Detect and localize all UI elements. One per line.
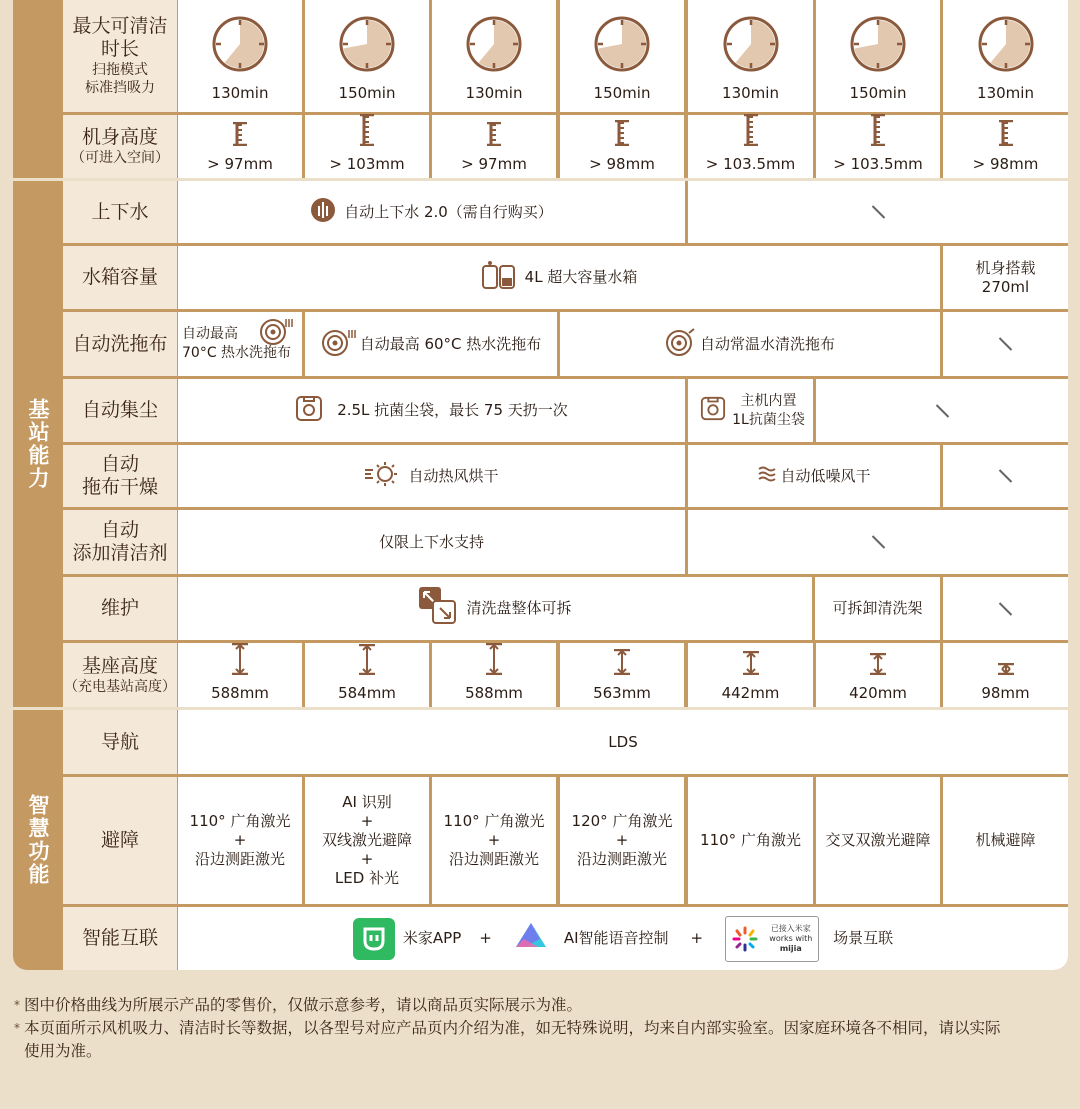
body-height-sublabel: （可进入空间） [71,150,169,166]
body-height-value: > 103mm [329,155,405,173]
body-height-cell [560,115,684,178]
body-height-value: > 98mm [972,155,1039,173]
section-title-smart: 智慧功能 [26,794,50,886]
detergent-main-text: 仅限上下水支持 [378,532,484,551]
base-height-cell [305,643,429,707]
base-height-cell [178,643,302,707]
footnote-text: 本页面所示风机吸力、清洁时长等数据，以各型号对应产品页内介绍为准，如无特殊说明，均来自内部实验室。因家庭环境各不相同，请以实际使用为准。 [24,1019,1001,1060]
row-label-water [63,181,177,243]
row-label-nav [63,710,177,774]
not-supported-icon [871,535,884,548]
ruler-icon [230,122,250,151]
works-line3: mijia [779,943,802,953]
dust-main-text: 2.5L 抗菌尘袋，最长 75 天扔一次 [337,401,568,419]
hot-mop-icon [321,327,357,362]
height-arrow-icon [741,651,761,680]
mop-wash-c3 [560,312,940,376]
mijia-app-text: 米家APP [402,929,462,947]
plus-sign: + [479,929,492,947]
base-height-sublabel: （充电基站高度） [64,678,176,695]
clean-time-label: 最大可清洁时长 [72,15,168,60]
row-label-obstacle [63,777,177,904]
scene-text: 场景互联 [833,929,894,947]
mop-wash-c1 [178,312,302,376]
base-height-cell [943,643,1068,707]
clean-time-cell [432,0,556,112]
height-arrow-icon [996,661,1016,680]
height-arrow-icon [230,643,250,680]
row-label-base-height [63,643,177,707]
base-height-value: 420mm [849,684,907,702]
height-arrow-icon [357,644,377,680]
nav-value-cell [178,710,1068,774]
obstacle-value: 机械避障 [975,831,1036,849]
not-supported-icon [871,205,884,218]
obstacle-cell [178,777,302,904]
obstacle-cell [816,777,940,904]
base-height-label: 基座高度 [81,654,158,677]
clock-icon [723,16,779,72]
dust-none [816,379,1068,442]
dry-low-cell [688,445,940,507]
mop-icon [665,327,697,362]
body-height-value: > 98mm [589,155,655,173]
base-height-cell [432,643,556,707]
detergent-main-cell [178,510,685,574]
row-label-tank [63,246,177,309]
clean-time-value: 130min [722,83,779,102]
footnote-mark: * [14,1021,20,1035]
base-height-value: 588mm [465,684,523,702]
dry-none [943,445,1068,507]
body-height-cell [178,115,302,178]
base-height-value: 584mm [338,684,396,702]
ruler-icon [357,114,377,151]
dust-label: 自动集尘 [81,399,158,421]
clean-time-cell [816,0,940,112]
row-label-iot [63,907,177,970]
row-label-mop-wash [63,312,177,376]
base-height-value: 588mm [211,684,269,702]
maint-label: 维护 [100,597,139,619]
water-drop-icon [310,197,336,228]
water-none-cell [688,181,1068,243]
obstacle-value: 110° 广角激光 [700,831,801,849]
section-title-station: 基站能力 [26,398,50,490]
obstacle-value: 交叉双激光避障 [825,831,931,849]
not-supported-icon [999,337,1012,350]
iot-cell [178,907,1068,970]
tank-main-text: 4L 超大容量水箱 [524,268,638,286]
height-arrow-icon [868,653,888,680]
clean-time-value: 130min [465,83,523,102]
clock-icon [339,16,395,72]
mop-wash-none [943,312,1068,376]
nav-value-text: LDS [608,732,638,751]
body-height-value: > 97mm [207,155,273,173]
obstacle-cell [560,777,684,904]
water-auto-cell [178,181,685,243]
dust-c5-text: 主机内置 1L抗菌尘袋 [732,392,805,428]
clean-time-cell [688,0,813,112]
mop-wash-c1-text: 自动最高 70°C 热水洗拖布 [182,326,292,361]
base-height-cell [688,643,813,707]
maint-main-cell [178,577,812,640]
body-height-cell [688,115,813,178]
clean-time-cell [560,0,684,112]
dry-label: 自动 拖布干燥 [81,453,158,498]
tank-last-cell [943,246,1068,309]
footnote-1 [14,994,1044,1017]
detergent-label: 自动 添加清洁剂 [72,519,168,564]
clean-time-cell [943,0,1068,112]
not-supported-icon [999,602,1012,615]
dry-low-text: 自动低噪风干 [780,466,871,485]
base-height-value: 442mm [721,684,780,702]
base-height-value: 563mm [593,684,651,702]
clean-time-value: 130min [211,83,269,102]
tank-label: 水箱容量 [81,266,158,288]
works-line1: 已接入米家 [770,923,811,933]
base-height-cell [816,643,940,707]
obstacle-value: 110° 广角激光 + 沿边测距激光 [443,812,545,868]
body-height-label: 机身高度 [81,126,158,148]
body-height-cell [943,115,1068,178]
clean-time-value: 130min [977,83,1034,102]
row-label-body-height [63,115,177,178]
clean-time-value: 150min [849,83,907,102]
footnote-mark: * [14,998,20,1012]
mijia-logo-icon [732,926,758,952]
row-label-dry [63,445,177,507]
clock-icon [212,16,268,72]
row-label-detergent [63,510,177,574]
dry-main-text: 自动热风烘干 [408,466,499,485]
obstacle-label: 避障 [100,829,139,851]
ai-voice-text: AI智能语音控制 [563,929,669,947]
mop-wash-c3-text: 自动常温水清洗拖布 [699,334,835,353]
body-height-value: > 97mm [461,155,527,173]
clock-icon [466,16,522,72]
body-height-cell [305,115,429,178]
ruler-icon [741,114,761,151]
clean-time-cell [305,0,429,112]
maint-none [943,577,1068,640]
body-height-cell [816,115,940,178]
obstacle-value: 120° 广角激光 + 沿边测距激光 [571,812,673,868]
mop-wash-label: 自动洗拖布 [72,332,168,355]
clean-time-value: 150min [338,83,396,102]
detach-icon [418,586,458,631]
obstacle-cell [432,777,556,904]
clean-time-value: 150min [593,83,651,102]
ruler-icon [996,120,1016,151]
clock-icon [978,16,1034,72]
ruler-icon [612,120,632,151]
row-label-dust [63,379,177,442]
ruler-icon [484,122,504,151]
mop-wash-c2 [305,312,557,376]
maint-c6-cell [815,577,940,640]
works-line2: works with [769,933,813,943]
body-height-cell [432,115,556,178]
maint-c6-text: 可拆卸清洗架 [832,599,923,617]
water-auto-text: 自动上下水 2.0（需自行购买） [344,202,553,221]
mijia-app-icon [353,918,395,960]
water-label: 上下水 [91,200,149,223]
footnotes [14,994,1044,1063]
hot-mop-icon [260,316,294,351]
body-height-value: > 103.5mm [705,155,796,173]
mop-wash-c2-text: 自动最高 60°C 热水洗拖布 [359,334,542,353]
row-label-maint [63,577,177,640]
tank-main-cell [178,246,940,309]
row-label-clean-time [63,0,177,112]
water-tank-icon [481,260,517,295]
obstacle-cell [688,777,813,904]
dust-bag-icon [295,394,323,427]
obstacle-value: AI 识别 + 双线激光避障 + LED 补光 [321,793,412,887]
ai-voice-icon [514,921,548,956]
clock-icon [850,16,906,72]
not-supported-icon [935,404,948,417]
ruler-icon [868,114,888,151]
footnote-text: 图中价格曲线为所展示产品的零售价，仅做示意参考，请以商品页实际展示为准。 [24,996,583,1014]
obstacle-cell [943,777,1068,904]
body-height-value: > 103.5mm [833,155,923,173]
works-with-mijia-badge [725,916,819,962]
detergent-none [688,510,1068,574]
wind-icon [757,465,777,488]
obstacle-cell [305,777,429,904]
height-arrow-icon [484,643,504,680]
tank-last-text: 机身搭载 270ml [975,258,1036,296]
maint-main-text: 清洗盘整体可拆 [466,599,572,617]
clock-icon [594,16,650,72]
dust-bag-icon [700,394,726,427]
dust-main-cell [178,379,685,442]
base-height-value: 98mm [981,684,1030,702]
dry-main-cell [178,445,685,507]
plus-sign: + [690,929,704,947]
sun-heat-icon [364,461,400,492]
base-height-cell [560,643,684,707]
clean-time-sublabel: 扫拖模式 标准挡吸力 [85,62,155,96]
footnote-2 [14,1017,1044,1063]
iot-label: 智能互联 [81,927,158,949]
clean-time-cell [178,0,302,112]
not-supported-icon [999,469,1012,482]
nav-label: 导航 [100,730,139,753]
dust-c5-cell [688,379,813,442]
height-arrow-icon [612,649,632,680]
obstacle-value: 110° 广角激光 + 沿边测距激光 [189,812,291,868]
